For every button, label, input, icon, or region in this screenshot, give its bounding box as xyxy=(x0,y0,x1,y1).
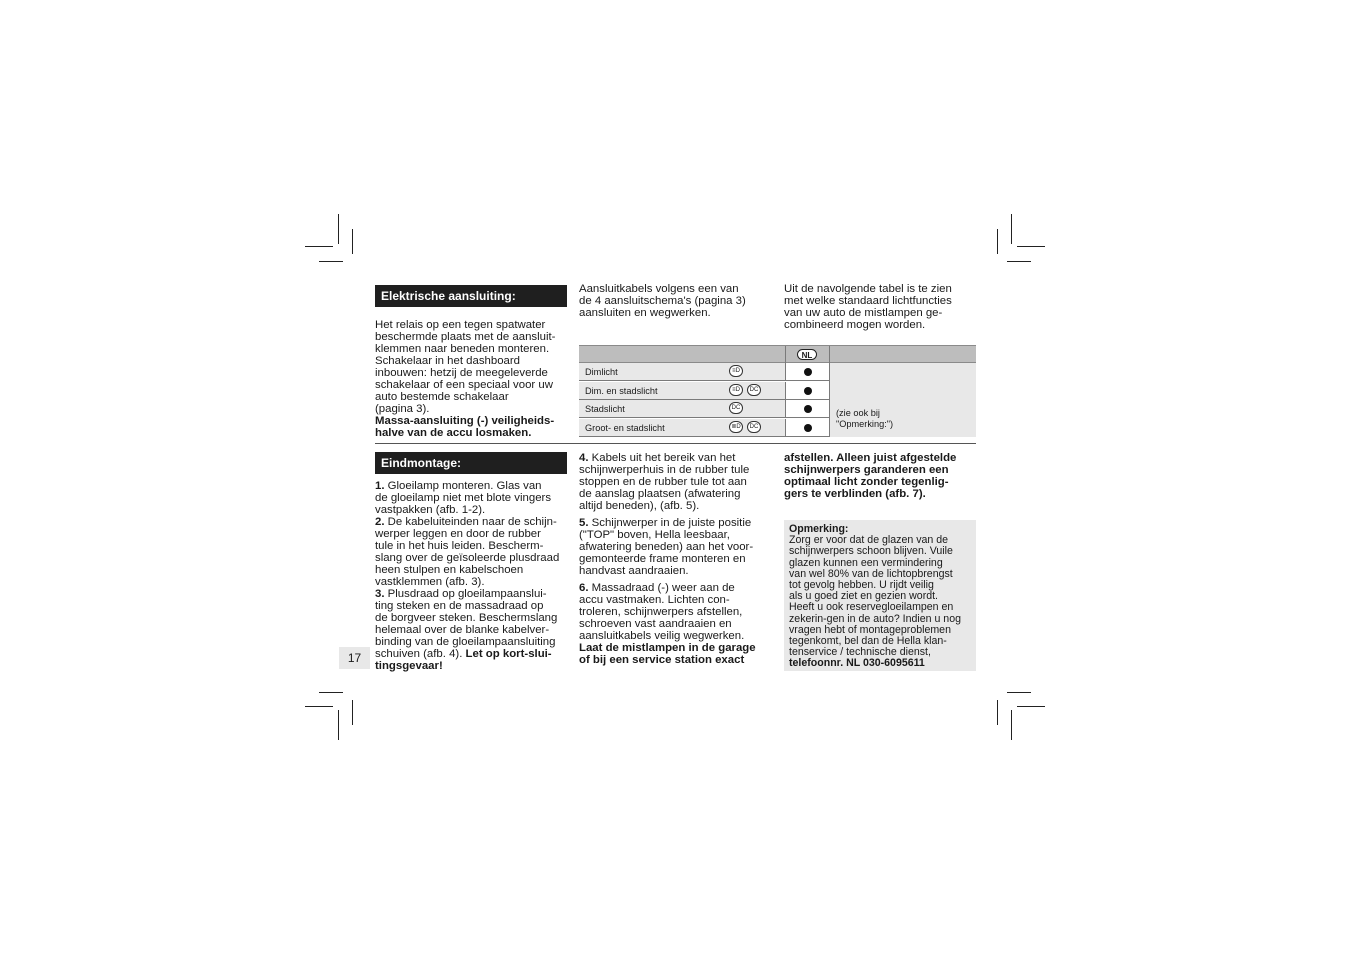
step-number: 6. xyxy=(579,582,589,594)
text-line: schakelaar of een speciaal voor uw xyxy=(375,379,553,391)
step-3 xyxy=(375,588,575,600)
text-line: stoppen en de rubber tule tot aan xyxy=(579,476,747,488)
text-line: van wel 80% van de lichtopbrengst xyxy=(789,567,953,580)
step-number: 2. xyxy=(375,516,385,528)
text-line: Plusdraad op gloeilampaanslui- xyxy=(384,588,547,600)
crop-mark xyxy=(319,261,343,262)
table-row xyxy=(579,363,829,381)
stadslicht-icon: DC xyxy=(729,402,743,414)
paragraph-relais xyxy=(375,319,575,439)
paragraph-afstellen xyxy=(784,452,979,500)
allowed-dot xyxy=(804,405,812,413)
text-line: tule in het huis leiden. Bescherm- xyxy=(375,540,544,552)
text-line: Aansluitkabels volgens een van xyxy=(579,283,739,295)
text-line: klemmen naar beneden monteren. xyxy=(375,343,550,355)
row-symbols xyxy=(729,384,761,396)
section-divider xyxy=(375,443,976,444)
crop-mark xyxy=(1017,706,1045,707)
country-badge-nl: NL xyxy=(797,349,817,360)
step-number: 1. xyxy=(375,480,385,492)
text-line: Kabels uit het bereik van het xyxy=(588,452,736,464)
text-line: Heeft u ook reservegloeilampen en xyxy=(789,601,954,614)
paragraph-aansluitkabels xyxy=(579,283,779,319)
text-line: aansluitkabels veilig wegwerken. xyxy=(579,630,745,642)
text-line: accu vastmaken. Lichten con- xyxy=(579,594,730,606)
steps-4-6 xyxy=(579,452,779,666)
text-line: schijnwerperhuis in de rubber tule xyxy=(579,464,750,476)
text-line: de aanslag plaatsen (afwatering xyxy=(579,488,741,500)
warning-fragment: Let op kort-slui- xyxy=(465,648,552,660)
section-heading-elektrische-aansluiting: Elektrische aansluiting: xyxy=(375,285,567,307)
section-heading-eindmontage: Eindmontage: xyxy=(375,452,567,474)
text-line: aansluiten en wegwerken. xyxy=(579,307,711,319)
dot-cell xyxy=(785,382,830,399)
dot-cell xyxy=(785,363,830,380)
dimlicht-icon: ≡D xyxy=(729,384,743,396)
crop-mark xyxy=(1007,692,1031,693)
crop-mark xyxy=(997,229,998,254)
text-line: troleren, schijnwerpers afstellen, xyxy=(579,606,743,618)
allowed-dot xyxy=(804,424,812,432)
step-4 xyxy=(579,452,779,464)
text-line: van uw auto de mistlampen ge- xyxy=(784,307,943,319)
crop-mark xyxy=(1011,214,1012,244)
text-line: de gloeilamp niet met blote vingers xyxy=(375,492,552,504)
text-line: vastklemmen (afb. 3). xyxy=(375,576,485,588)
text-line: (pagina 3). xyxy=(375,403,430,415)
step-number: 3. xyxy=(375,588,385,600)
warning-line: gers te verblinden (afb. 7). xyxy=(784,488,926,500)
text-line: heen stulpen en kabelschoen xyxy=(375,564,524,576)
step-1 xyxy=(375,480,575,492)
text-line: schijnwerpers schoon blijven. Vuile xyxy=(789,545,953,558)
text-line: Het relais op een tegen spatwater xyxy=(375,319,546,331)
text-line: Uit de navolgende tabel is te zien xyxy=(784,283,952,295)
crop-mark xyxy=(338,710,339,740)
warning-line: schijnwerpers garanderen een xyxy=(784,464,949,476)
dot-cell xyxy=(785,419,830,436)
row-symbols xyxy=(729,365,743,377)
text-line: glazen kunnen een vermindering xyxy=(789,556,943,569)
note-line: (zie ook bij xyxy=(836,408,880,418)
text-line: met welke standaard lichtfuncties xyxy=(784,295,952,307)
crop-mark xyxy=(352,229,353,254)
step-6 xyxy=(579,582,779,594)
row-symbols xyxy=(729,421,761,433)
text-line: Massadraad (-) weer aan de xyxy=(588,582,735,594)
crop-mark xyxy=(305,706,333,707)
text-line: ("TOP" boven, Hella leesbaar, xyxy=(579,529,730,541)
warning-line: Massa-aansluiting (-) veiligheids- xyxy=(375,415,555,427)
text-line: altijd beneden), (afb. 5). xyxy=(579,500,700,512)
row-label: Dim. en stadslicht xyxy=(585,386,658,396)
row-symbols xyxy=(729,402,743,414)
text-line: tegenkomt, bel dan de Hella klan- xyxy=(789,635,947,648)
warning-line: tingsgevaar! xyxy=(375,660,443,672)
table-row xyxy=(579,419,829,437)
text-line: gemonteerde frame monteren en xyxy=(579,553,746,565)
step-number: 5. xyxy=(579,517,589,529)
text-line: zekerin-gen in de auto? Indien u nog xyxy=(789,612,961,625)
allowed-dot xyxy=(804,387,812,395)
table-header xyxy=(579,345,976,363)
grootlicht-icon: ≣D xyxy=(729,421,743,433)
warning-line: of bij een service station exact xyxy=(579,654,745,666)
text-line: vragen hebt of montageproblemen xyxy=(789,623,951,636)
crop-mark xyxy=(1011,710,1012,740)
warning-line: Laat de mistlampen in de garage xyxy=(579,642,756,654)
opmerking-title: Opmerking: xyxy=(789,523,849,535)
text-line: werper leggen en door de rubber xyxy=(375,528,541,540)
light-function-table xyxy=(579,345,976,437)
text-line: inbouwen: hetzij de meegeleverde xyxy=(375,367,548,379)
table-row xyxy=(579,382,829,400)
text-line: tenservice / technische dienst, xyxy=(789,646,931,659)
text-line: handvast aandraaien. xyxy=(579,565,689,577)
text-line xyxy=(375,648,575,660)
text-line: slang over de geïsoleerde plusdraad xyxy=(375,552,560,564)
note-line: "Opmerking:") xyxy=(836,419,894,429)
column-divider xyxy=(785,346,786,363)
text-line: Zorg er voor dat de glazen van de xyxy=(789,534,949,547)
crop-mark xyxy=(305,246,333,247)
text-line: vastpakken (afb. 1-2). xyxy=(375,504,486,516)
step-2 xyxy=(375,516,575,528)
text-line: de borgveer steken. Beschermslang xyxy=(375,612,558,624)
dimlicht-icon: ≡D xyxy=(729,365,743,377)
text-line: De kabeluiteinden naar de schijn- xyxy=(384,516,557,528)
text-line: Gloeilamp monteren. Glas van xyxy=(384,480,542,492)
row-label: Groot- en stadslicht xyxy=(585,423,665,433)
text-line: ting steken en de massadraad op xyxy=(375,600,544,612)
text-fragment: schuiven (afb. 4). xyxy=(375,648,466,660)
crop-mark xyxy=(338,214,339,244)
stadslicht-icon: DC xyxy=(747,384,761,396)
warning-line: afstellen. Alleen juist afgestelde xyxy=(784,452,957,464)
text-line: binding van de gloeilampaansluiting xyxy=(375,636,556,648)
text-line: beschermde plaats met de aansluit- xyxy=(375,331,556,343)
text-line: de 4 aansluitschema's (pagina 3) xyxy=(579,295,746,307)
column-divider xyxy=(829,346,830,363)
table-note xyxy=(830,363,976,437)
crop-mark xyxy=(352,700,353,725)
opmerking-text xyxy=(789,524,961,670)
table-row xyxy=(579,400,829,418)
text-line: als u goed ziet en gezien wordt. xyxy=(789,590,938,603)
dot-cell xyxy=(785,400,830,417)
text-line: helemaal over de blanke kabelver- xyxy=(375,624,550,636)
crop-mark xyxy=(319,692,343,693)
text-line: Schijnwerper in de juiste positie xyxy=(588,517,752,529)
stadslicht-icon: DC xyxy=(747,421,761,433)
phone-number: telefoonnr. NL 030-6095611 xyxy=(789,657,925,670)
text-line: combineerd mogen worden. xyxy=(784,319,926,331)
text-line: tot gevolg hebben. U rijdt veilig xyxy=(789,579,934,592)
page-number: 17 xyxy=(339,647,370,669)
steps-1-3 xyxy=(375,480,575,672)
text-line: afwatering beneden) aan het voor- xyxy=(579,541,754,553)
row-label: Stadslicht xyxy=(585,404,625,414)
warning-line: halve van de accu losmaken. xyxy=(375,427,532,439)
text-line: Schakelaar in het dashboard xyxy=(375,355,521,367)
text-line: schroeven vast aandraaien en xyxy=(579,618,732,630)
opmerking-box xyxy=(784,520,976,671)
crop-mark xyxy=(1017,246,1045,247)
step-number: 4. xyxy=(579,452,589,464)
crop-mark xyxy=(1007,261,1031,262)
row-label: Dimlicht xyxy=(585,367,618,377)
allowed-dot xyxy=(804,368,812,376)
warning-line: optimaal licht zonder tegenlig- xyxy=(784,476,949,488)
step-5 xyxy=(579,517,779,529)
text-line: auto bestemde schakelaar xyxy=(375,391,509,403)
crop-mark xyxy=(997,700,998,725)
paragraph-tabel-intro xyxy=(784,283,979,331)
